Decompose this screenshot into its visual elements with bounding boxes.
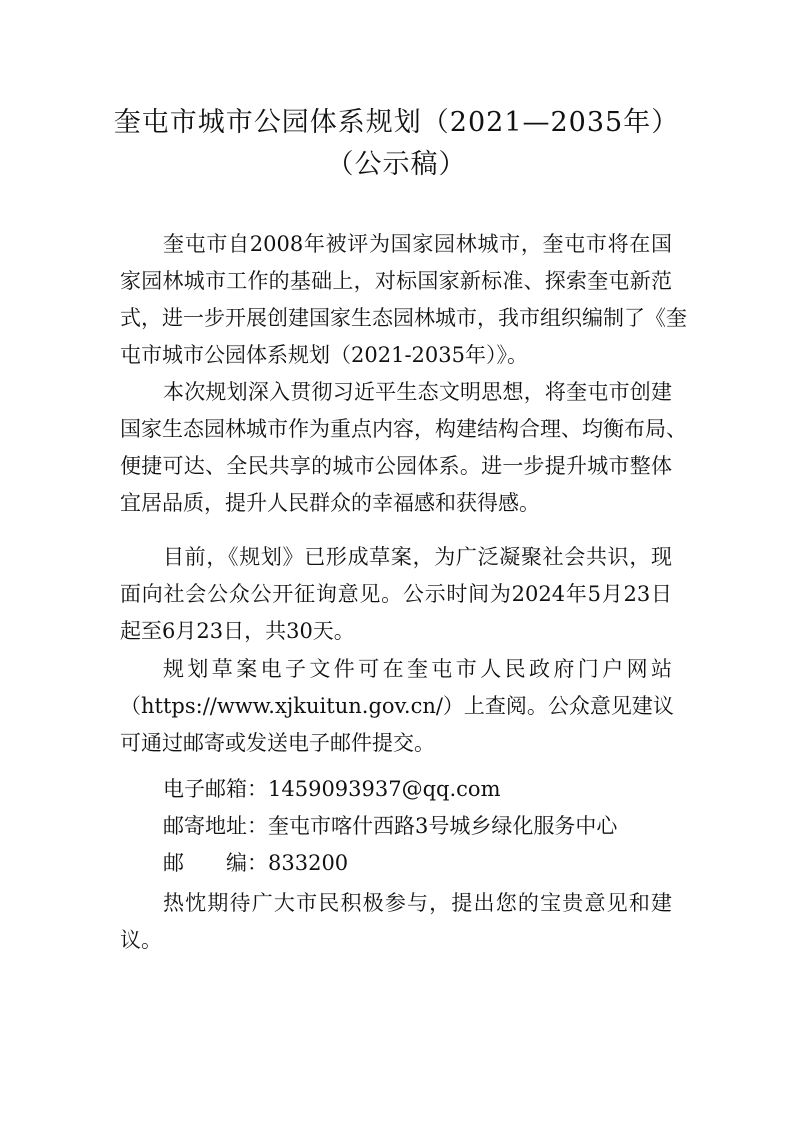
paragraph-3-line-3: 起至6月23日，共30天。 <box>120 619 355 643</box>
paragraph-2-line-4: 宜居品质，提升人民群众的幸福感和获得感。 <box>120 491 540 515</box>
paragraph-1-line-4: 屯市城市公园体系规划（2021-2035年）》。 <box>120 343 528 367</box>
paragraph-2-line-3: 便捷可达、全民共享的城市公园体系。进一步提升城市整体 <box>120 454 672 478</box>
paragraph-3-line-1: 目前，《规划》已形成草案，为广泛凝聚社会共识，现 <box>163 545 672 569</box>
contact-address: 邮寄地址：奎屯市喀什西路3号城乡绿化服务中心 <box>163 814 618 838</box>
postcode-label: 邮 编： <box>163 851 268 875</box>
contact-postcode <box>163 847 672 877</box>
paragraph-4-line-3: 可通过邮寄或发送电子邮件提交。 <box>120 731 435 755</box>
document-title: 奎屯市城市公园体系规划（2021—2035年） <box>113 107 680 138</box>
paragraph-4-line-2: （https://www.xjkuitun.gov.cn/）上查阅。公众意见建议 <box>120 694 674 718</box>
paragraph-1-line-1: 奎屯市自2008年被评为国家园林城市，奎屯市将在国 <box>163 232 672 256</box>
closing-line-1: 热忱期待广大市民积极参与，提出您的宝贵意见和建 <box>163 891 672 915</box>
paragraph-2-line-2: 国家生态园林城市作为重点内容，构建结构合理、均衡布局、 <box>120 417 687 441</box>
paragraph-4-line-1: 规划草案电子文件可在奎屯市人民政府门户网站 <box>163 657 672 681</box>
paragraph-1-line-2: 家园林城市工作的基础上，对标国家新标准、探索奎屯新范 <box>120 269 672 293</box>
postcode-value: 833200 <box>268 851 349 875</box>
paragraph-1-line-3: 式，进一步开展创建国家生态园林城市，我市组织编制了《奎 <box>120 306 687 330</box>
paragraph-3-line-2: 面向社会公众公开征询意见。公示时间为2024年5月23日 <box>120 582 672 606</box>
contact-email: 电子邮箱：1459093937@qq.com <box>163 777 501 801</box>
paragraph-2-line-1: 本次规划深入贯彻习近平生态文明思想，将奎屯市创建 <box>163 380 672 404</box>
document-subtitle: （公示稿） <box>326 149 467 180</box>
closing-line-2: 议。 <box>120 928 162 952</box>
